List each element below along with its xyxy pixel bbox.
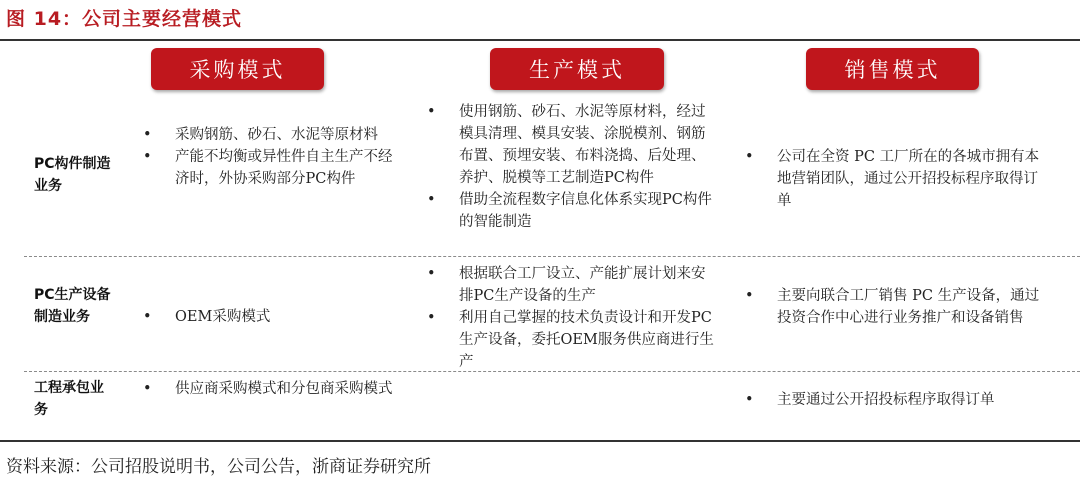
list-item: • 借助全流程数字信息化体系实现PC构件的智能制造 <box>427 192 712 230</box>
row-label-pc-equipment: PC生产设备制造业务 <box>34 287 111 325</box>
header-sales: 销售模式 <box>806 48 979 90</box>
list-item: • 根据联合工厂设立、产能扩展计划来安排PC生产设备的生产 <box>427 266 706 304</box>
row-divider <box>24 256 1080 257</box>
list-item: • 采购钢筋、砂石、水泥等原材料 <box>143 127 378 143</box>
top-rule <box>0 39 1080 41</box>
header-production: 生产模式 <box>490 48 664 90</box>
list-item: • 利用自己掌握的技术负责设计和开发PC生产设备，委托OEM服务供应商进行生产 <box>427 310 714 370</box>
cell-pc-procurement <box>143 124 393 190</box>
list-item: • 公司在全资 PC 工厂所在的各城市拥有本地营销团队，通过公开招投标程序取得订单 <box>745 149 1040 209</box>
row-label-pc-components: PC构件制造业务 <box>34 156 111 194</box>
cell-equipment-production <box>427 263 717 373</box>
bottom-rule <box>0 440 1080 442</box>
list-item: • OEM采购模式 <box>143 309 271 325</box>
cell-pc-production <box>427 101 717 233</box>
list-item: • 产能不均衡或异性件自主生产不经济时，外协采购部分PC构件 <box>143 149 393 187</box>
list-item: • 主要向联合工厂销售 PC 生产设备，通过投资合作中心进行业务推广和设备销售 <box>745 288 1040 326</box>
source-note: 资料来源：公司招股说明书，公司公告，浙商证券研究所 <box>6 457 431 477</box>
cell-pc-sales <box>745 146 1045 212</box>
cell-engineering-procurement <box>143 378 393 400</box>
list-item: • 主要通过公开招投标程序取得订单 <box>745 392 995 408</box>
row-label-engineering: 工程承包业务 <box>34 380 104 418</box>
cell-equipment-sales <box>745 285 1045 329</box>
list-item: • 使用钢筋、砂石、水泥等原材料，经过模具清理、模具安装、涂脱模剂、钢筋布置、预埋安装、布料浇捣、后处理、养护、脱模等工艺制造PC构件 <box>427 104 706 186</box>
cell-engineering-sales <box>745 389 1065 411</box>
header-procurement: 采购模式 <box>151 48 324 90</box>
figure-title: 图 14：公司主要经营模式 <box>6 8 243 30</box>
list-item: • 供应商采购模式和分包商采购模式 <box>143 381 393 397</box>
row-divider <box>24 371 1080 372</box>
cell-equipment-procurement <box>143 306 393 328</box>
